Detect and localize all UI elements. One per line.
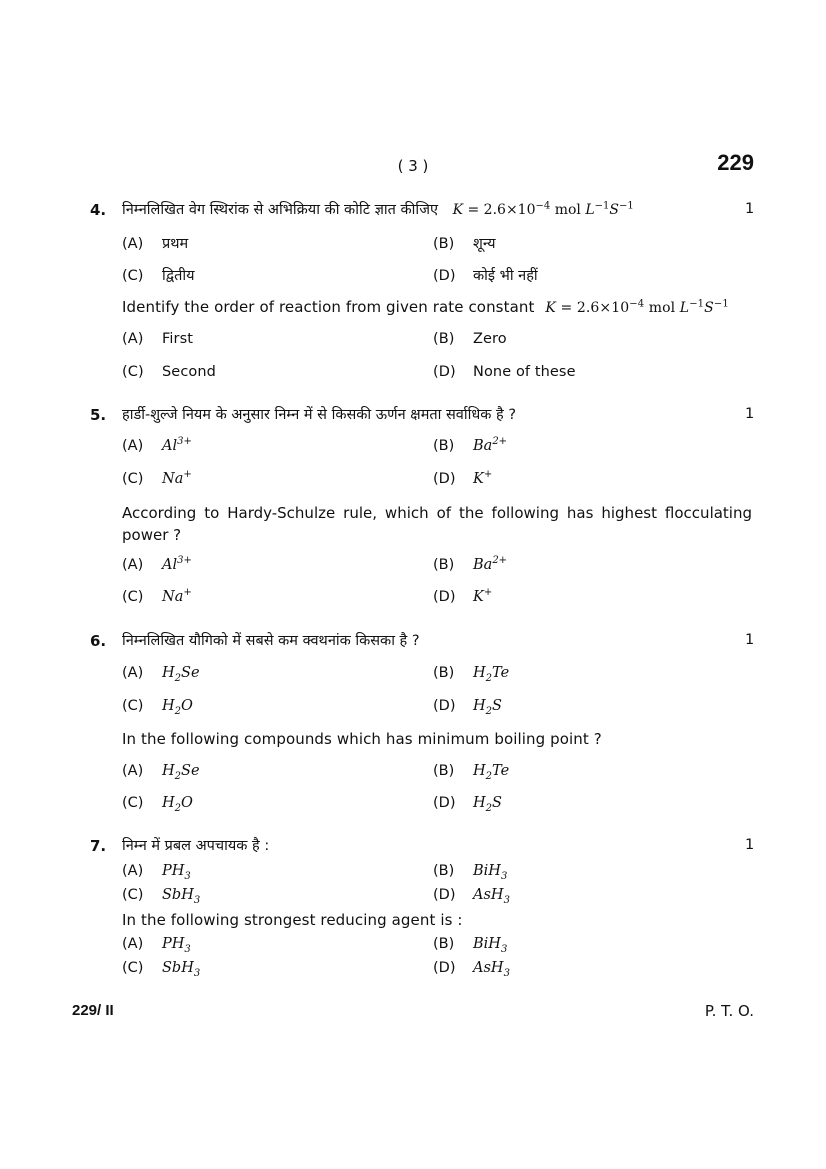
marks: 1	[745, 201, 755, 217]
option-b: (B) BiH$_3$	[433, 936, 508, 955]
question-text-english: Identify the order of reaction from given rate constant $K = 2.6\times 10^{-4}$ mol $L^{-1}S^{-1}$	[122, 298, 729, 316]
option-c: (C) द्वितीय	[122, 268, 195, 284]
question-text-english: In the following strongest reducing agent is :	[122, 911, 463, 929]
option-b: (B) शून्य	[433, 236, 496, 252]
page-number: ( 3 )	[397, 157, 429, 175]
option-a: (A) $Al^{3+}$	[122, 436, 192, 454]
question-text-hindi	[122, 199, 634, 219]
paper-code: 229	[717, 150, 754, 175]
question-number: 5.	[90, 406, 107, 424]
option-d: (D) कोई भी नहीं	[433, 268, 538, 284]
option-b: (B) $Ba^{2+}$	[433, 436, 508, 454]
option-c: (C) SbH$_3$	[122, 887, 201, 906]
option-a: (A) $PH_3$	[122, 936, 191, 955]
option-d: (D) K+	[433, 469, 493, 487]
option-d: (D) AsH$_3$	[433, 887, 510, 906]
question-text-hindi: निम्न में प्रबल अपचायक है :	[122, 838, 270, 854]
question-hindi-text: निम्नलिखित वेग स्थिरांक से अभिक्रिया की कोटि ज्ञात कीजिए	[122, 202, 438, 218]
question-text-hindi: हार्डी-शुल्जे नियम के अनुसार निम्न में से किसकी ऊर्णन क्षमता सर्वाधिक है ?	[122, 407, 517, 423]
question-number: 4.	[90, 201, 107, 219]
option-b: (B) $Ba^{2+}$	[433, 555, 508, 573]
marks: 1	[745, 632, 755, 648]
option-b: (B) Zero	[433, 331, 507, 347]
rate-constant: $K = 2.6\times 10^{-4}$ mol $L^{-1}S^{-1}$	[545, 298, 729, 316]
option-a: (A) $H_2Se$	[122, 665, 200, 684]
marks: 1	[745, 406, 755, 422]
option-c: (C) Na+	[122, 469, 192, 487]
option-c: (C) $H_2O$	[122, 795, 193, 814]
option-a: (A) $PH_3$	[122, 863, 191, 882]
option-c: (C) Na+	[122, 587, 192, 605]
question-text-hindi: निम्नलिखित यौगिको में सबसे कम क्वथनांक किसका है ?	[122, 633, 420, 649]
rate-constant: $K = 2.6\times 10^{-4}$ mol $L^{-1}S^{-1}$	[452, 200, 634, 218]
question-text-english: According to Hardy-Schulze rule, which of the following has highest flocculating power ?	[122, 504, 752, 544]
option-d: (D) $H_2S$	[433, 698, 502, 717]
option-c: (C) SbH$_3$	[122, 960, 201, 979]
footer-paper-code: 229/ II	[72, 1002, 114, 1019]
footer-pto: P. T. O.	[704, 1002, 754, 1020]
question-number: 7.	[90, 837, 107, 855]
option-b: (B) BiH$_3$	[433, 863, 508, 882]
option-a: (A) First	[122, 331, 194, 347]
question-text-english: In the following compounds which has minimum boiling point ?	[122, 730, 602, 748]
option-b: (B) $H_2Te$	[433, 763, 510, 782]
option-d: (D) K+	[433, 587, 493, 605]
option-a: (A) $Al^{3+}$	[122, 555, 192, 573]
option-a: (A) $H_2Se$	[122, 763, 200, 782]
option-b: (B) $H_2Te$	[433, 665, 510, 684]
option-d: (D) None of these	[433, 364, 576, 380]
option-d: (D) $H_2S$	[433, 795, 502, 814]
question-number: 6.	[90, 632, 107, 650]
option-a: (A) प्रथम	[122, 236, 189, 252]
option-c: (C) Second	[122, 364, 216, 380]
marks: 1	[745, 837, 755, 853]
option-d: (D) AsH$_3$	[433, 960, 510, 979]
option-c: (C) $H_2O$	[122, 698, 193, 717]
